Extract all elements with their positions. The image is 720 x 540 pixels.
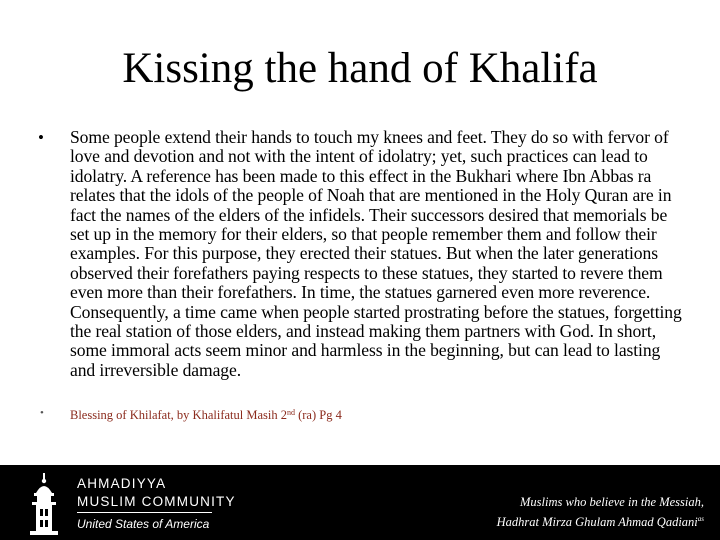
tagline-superscript: as — [697, 514, 704, 523]
reference-prefix: Blessing of Khilafat, by Khalifatul Masih 2 — [70, 408, 287, 423]
bullet-item-reference — [34, 405, 684, 423]
minaret-icon — [22, 473, 66, 535]
org-name-line2: MUSLIM COMMUNITY — [77, 494, 236, 509]
tagline-line1: Muslims who believe in the Messiah, — [520, 495, 704, 509]
org-country: United States of America — [77, 517, 210, 531]
footer-banner — [0, 465, 720, 540]
reference-suffix: (ra) Pg 4 — [294, 408, 342, 423]
bullet-marker: • — [38, 128, 44, 147]
tagline-line2-text: Hadhrat Mirza Ghulam Ahmad Qadiani — [496, 514, 698, 529]
footer-tagline — [497, 494, 704, 530]
main-paragraph: Some people extend their hands to touch my knees and feet. They do so with fervor of love and devotion and not with the intent of idolatry; yet, such practices can lead to idolatry. A reference has been made to this effect in the Bukhari where Ibn Abbas ra relates that the idols of the people of Noah that are mentioned in the Holy Quran are in fact the names of the elders of the infidels. Their successors desired that memorials be set up in the memory for their elders, so that people remember them and follow their examples. For this purpose, they erected their statues. But when the later generations observed their forefathers paying respects to these statues, they started to revere them even more than their forefathers. In time, the statues garnered even more reverence. Consequently, a time came when people started prostrating before the statues, forgetting the real station of those elders, and instead making them partners with God. In short, some immoral acts seem minor and harmless in the beginning, but can lead to lasting and irreversible damage. — [70, 127, 682, 380]
bullet-list — [34, 128, 684, 423]
tagline-line2 — [497, 511, 704, 531]
slide-title: Kissing the hand of Khalifa — [122, 45, 598, 92]
bullet-item-main — [34, 128, 684, 380]
org-name-block — [77, 475, 236, 533]
org-divider — [77, 512, 212, 513]
org-name-line1: AHMADIYYA — [77, 476, 167, 491]
reference-citation — [70, 405, 684, 423]
reference-superscript: nd — [286, 408, 295, 418]
bullet-marker-small: • — [40, 407, 44, 420]
